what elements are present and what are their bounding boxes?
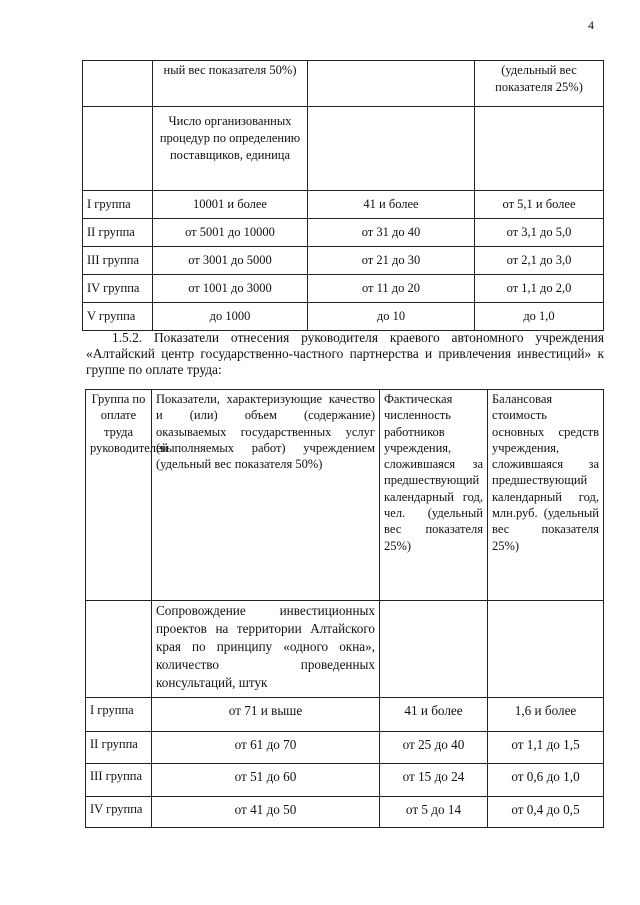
table-cell [488,601,604,698]
table-header-cell: Балансовая стоимость основных средств учреждения, сложившаяся за предшествующий календарный год, млн.руб. (удельный вес показателя 25%) [488,390,604,601]
table-cell: до 10 [308,303,475,331]
table-header-cell: Показатели, характеризующие качество и (или) объем (содержание) оказываемых государственных услуг (выполняемых работ) учреждением (удельный вес показателя 50%) [152,390,380,601]
table-cell: от 5 до 14 [380,797,488,828]
table-row [86,732,604,764]
table-row [86,698,604,732]
table-row [83,303,604,331]
table-cell [308,107,475,191]
table-cell [308,61,475,107]
table-group-indicators-investment [85,389,604,828]
table-cell: от 15 до 24 [380,764,488,797]
table-group-indicators-procurement [82,60,604,331]
table-cell: от 31 до 40 [308,219,475,247]
table-cell: IV группа [86,797,152,828]
table-cell: от 51 до 60 [152,764,380,797]
table-row [83,275,604,303]
table-row [83,219,604,247]
table-cell: от 0,6 до 1,0 [488,764,604,797]
table-cell: III группа [86,764,152,797]
table-cell: от 61 до 70 [152,732,380,764]
table-cell: II группа [86,732,152,764]
table-row [86,797,604,828]
table-cell: до 1,0 [475,303,604,331]
table-cell: 41 и более [308,191,475,219]
table-cell: от 5,1 и более [475,191,604,219]
paragraph-text: 1.5.2. Показатели отнесения руководителя краевого автономного учреждения «Алтайский центр государственно-частного партнерства и привлечения инвестиций» к группе по оплате труда: [86,330,604,377]
table-cell: 1,6 и более [488,698,604,732]
table-cell: от 5001 до 10000 [153,219,308,247]
table-cell: от 21 до 30 [308,247,475,275]
table-cell: III группа [83,247,153,275]
table-row [83,61,604,107]
table-row [86,601,604,698]
table-cell: от 11 до 20 [308,275,475,303]
table-cell: от 2,1 до 3,0 [475,247,604,275]
table-cell [380,601,488,698]
table-cell: от 1001 до 3000 [153,275,308,303]
table-cell: от 41 до 50 [152,797,380,828]
table-cell: I группа [83,191,153,219]
table-cell: V группа [83,303,153,331]
table-cell: ный вес показателя 50%) [153,61,308,107]
table-cell: до 1000 [153,303,308,331]
table-row [83,247,604,275]
table-cell [475,107,604,191]
table-cell: от 3,1 до 5,0 [475,219,604,247]
table-cell: 10001 и более [153,191,308,219]
page-number: 4 [588,18,594,32]
table-cell: от 25 до 40 [380,732,488,764]
table-cell [86,601,152,698]
section-paragraph [86,330,604,378]
table-cell: I группа [86,698,152,732]
table-cell: от 1,1 до 1,5 [488,732,604,764]
table-header-cell: Группа по оплате труда руководителей [86,390,152,601]
table-cell [83,61,153,107]
table-cell: от 0,4 до 0,5 [488,797,604,828]
table-cell: от 3001 до 5000 [153,247,308,275]
table-row [86,764,604,797]
table-cell [83,107,153,191]
table-header-cell: Фактическая численность работников учреждения, сложившаяся за предшествующий календарный год, чел. (удельный вес показателя 25%) [380,390,488,601]
table-cell: (удельный вес показателя 25%) [475,61,604,107]
table-row [83,107,604,191]
table-cell: Число организованных процедур по определению поставщиков, единица [153,107,308,191]
table-cell: IV группа [83,275,153,303]
table-row [83,191,604,219]
table-header-row [86,390,604,601]
table-cell: от 1,1 до 2,0 [475,275,604,303]
table-cell: от 71 и выше [152,698,380,732]
table-cell: Сопровождение инвестиционных проектов на территории Алтайского края по принципу «одного окна», количество проведенных консультаций, штук [152,601,380,698]
table-cell: II группа [83,219,153,247]
table-cell: 41 и более [380,698,488,732]
